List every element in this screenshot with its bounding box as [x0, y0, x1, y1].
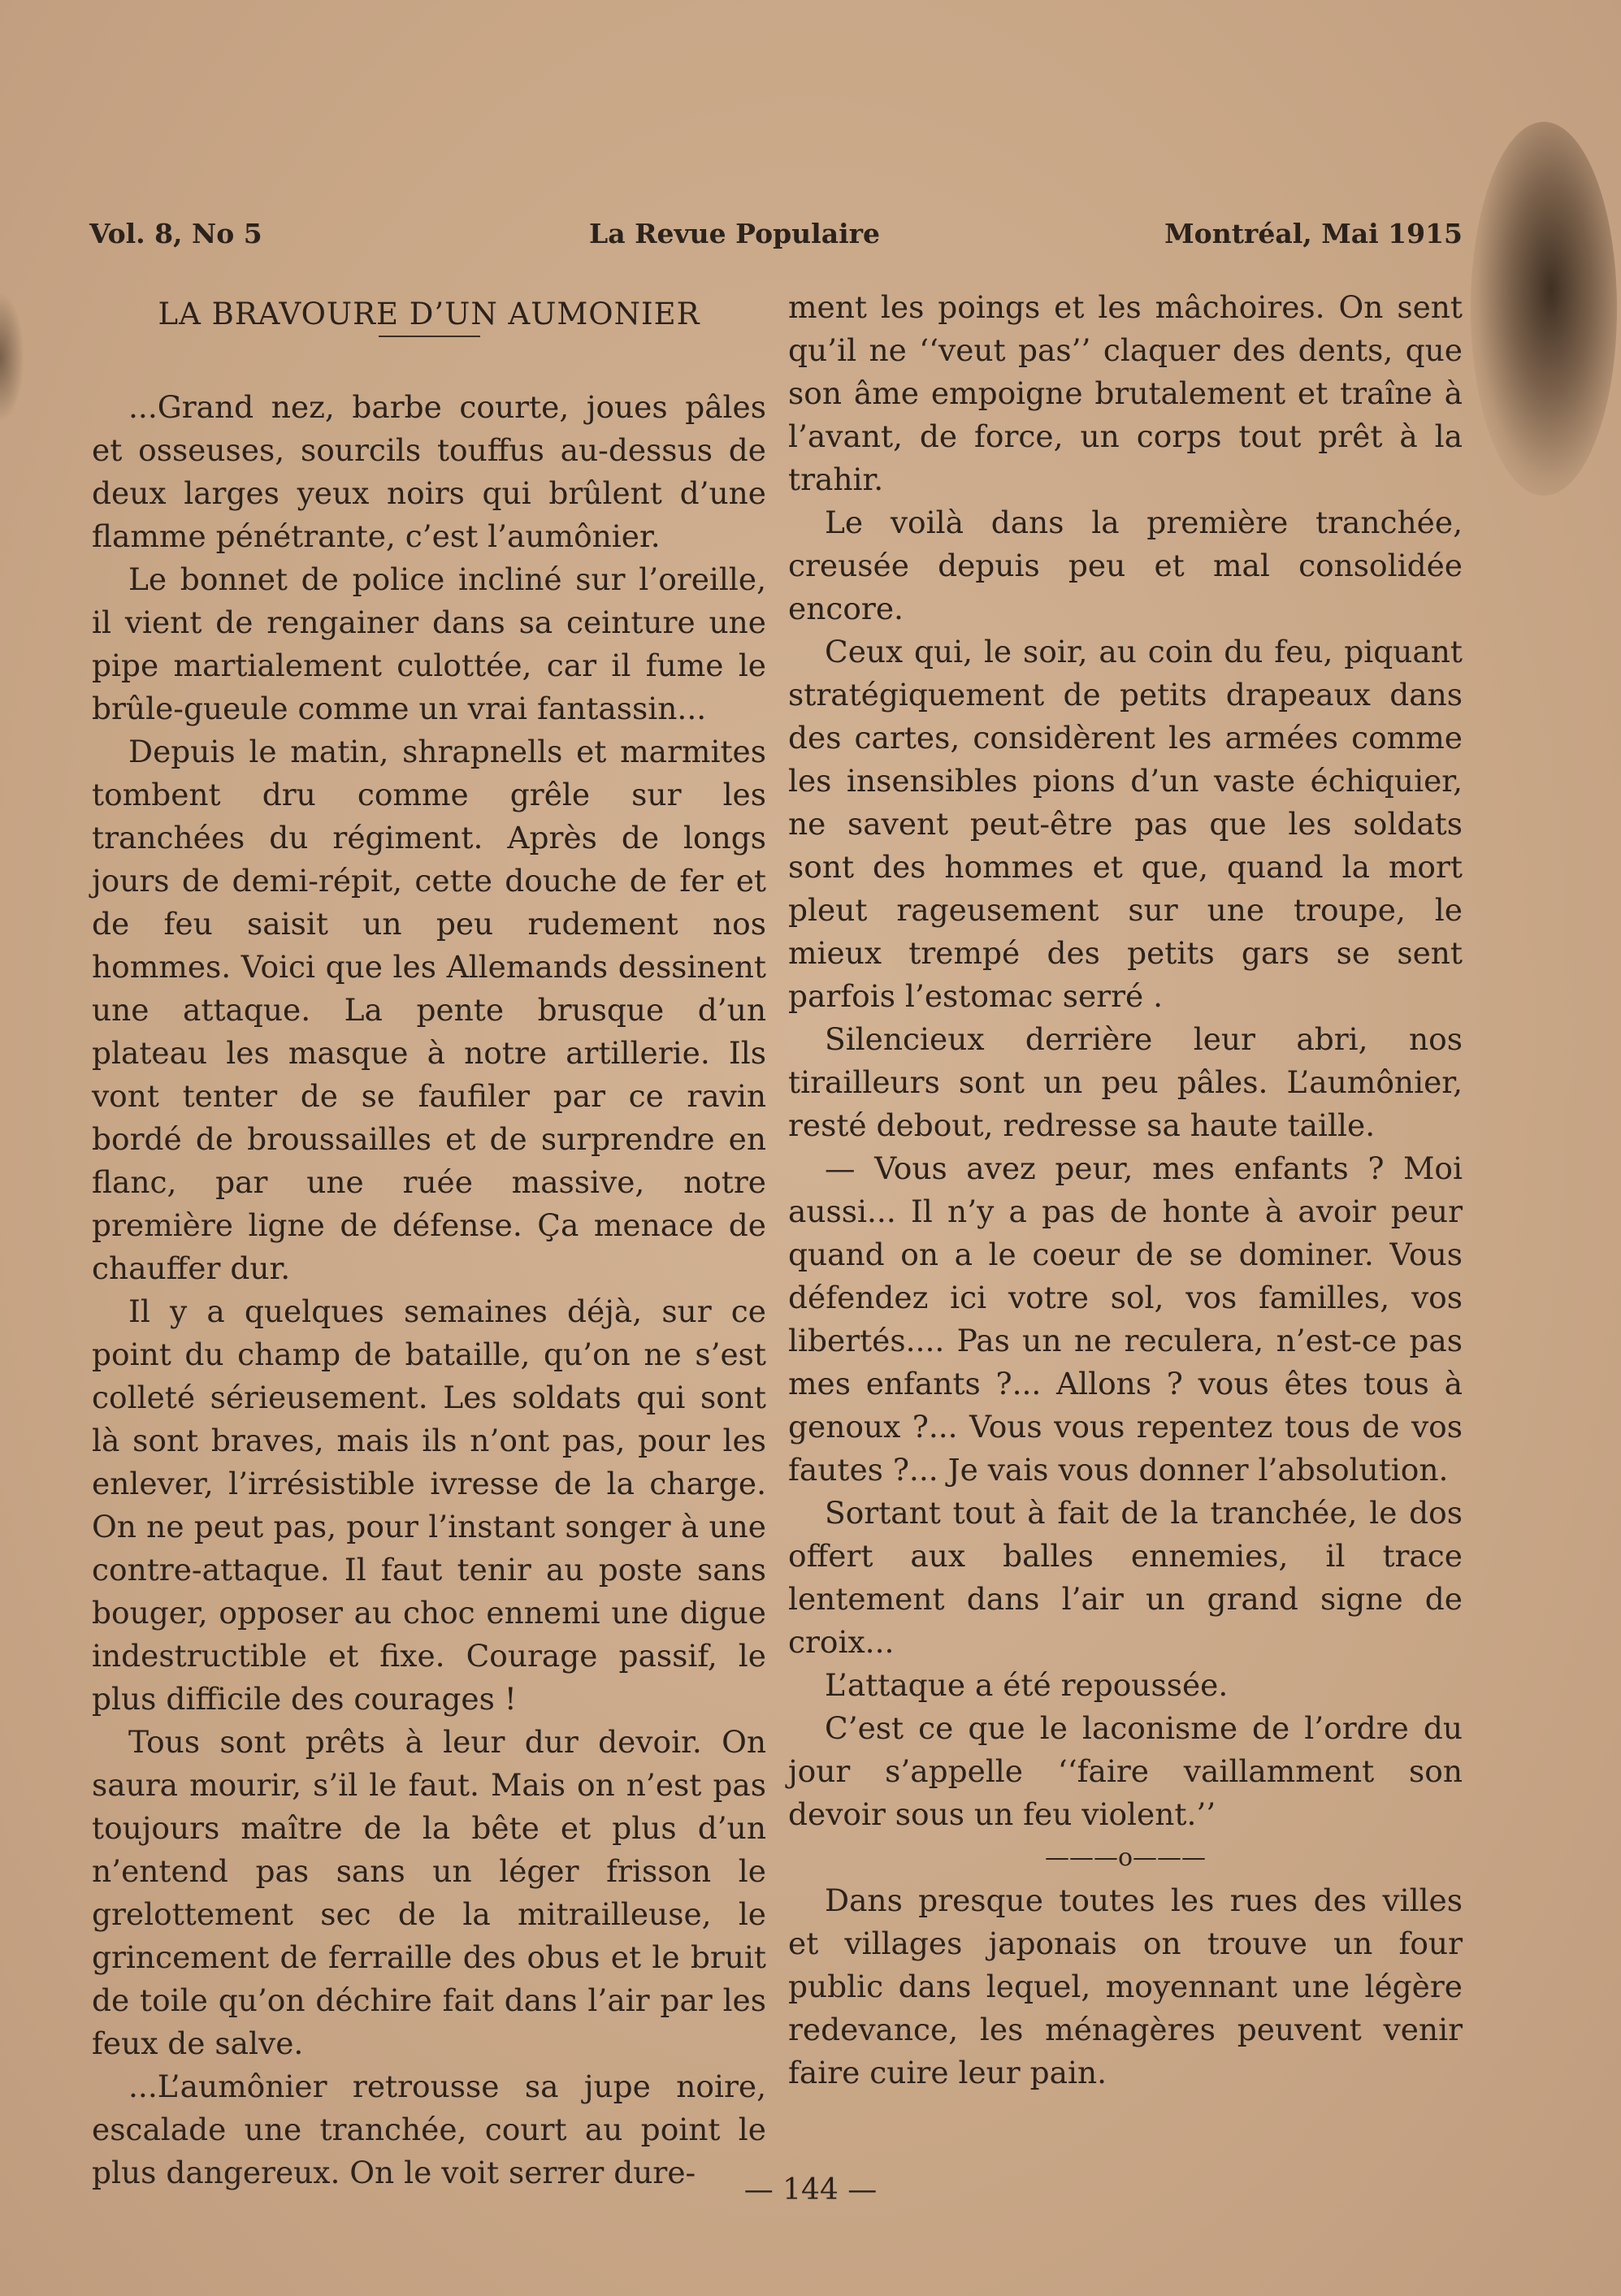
paragraph: Sortant tout à fait de la tranchée, le dos offert aux balles ennemies, il trace lentement dans l’air un grand signe de croix... [788, 1495, 1463, 1660]
paragraph: Ceux qui, le soir, au coin du feu, piquant stratégiquement de petits drapeaux dans des cartes, considèrent les armées comme les insensibles pions d’un vaste échiquier, ne savent peut-être pas que les soldats sont des hommes et que, quand la mort pleut rageusement sur une troupe, le mieux trempé des petits gars se sent parfois l’estomac serré . [788, 634, 1463, 1014]
edge-stain [0, 292, 24, 422]
right-column [788, 286, 1463, 2095]
volume-number: Vol. 8, No 5 [89, 218, 262, 249]
article-title: LA BRAVOURE D’UN AUMONIER [158, 297, 700, 331]
paragraph: C’est ce que le laconisme de l’ordre du jour s’appelle ‘‘faire vaillamment son devoir sous un feu violent.’’ [788, 1710, 1463, 1832]
running-header [89, 218, 1463, 258]
issue-date: Montréal, Mai 1915 [1164, 218, 1463, 249]
paragraph: Silencieux derrière leur abri, nos tirailleurs sont un peu pâles. L’aumônier, resté debout, redresse sa haute taille. [788, 1021, 1463, 1143]
title-rule [379, 336, 480, 337]
paragraph: L’attaque a été repoussée. [825, 1667, 1229, 1703]
paragraph: Le bonnet de police incliné sur l’oreille, il vient de rengainer dans sa ceinture une pipe martialement culottée, car il fume le brûle-gueule comme un vrai fantassin... [92, 561, 766, 726]
page-number: — 144 — [743, 2173, 878, 2207]
paragraph: Depuis le matin, shrapnells et marmites tombent dru comme grêle sur les tranchées du régiment. Après de longs jours de demi-répit, cette douche de fer et de feu saisit un peu rudement nos hommes. Voici que les Allemands dessinent une attaque. La pente brusque d’un plateau les masque à notre artillerie. Ils vont tenter de se faufiler par ce ravin bordé de broussailles et de surprendre en flanc, par une ruée massive, notre première ligne de défense. Ça menace de chauffer dur. [92, 734, 766, 1286]
paragraph: Tous sont prêts à leur dur devoir. On saura mourir, s’il le faut. Mais on n’est pas toujours maître de la bête et plus d’un n’entend pas sans un léger frisson le grelottement sec de la mitrailleuse, le grincement de ferraille des obus et le bruit de toile qu’on déchire fait dans l’air par les feux de salve. [92, 1724, 766, 2061]
magazine-title: La Revue Populaire [589, 218, 880, 249]
paragraph: ...L’aumônier retrousse sa jupe noire, escalade une tranchée, court au point le plus dangereux. On le voit serrer dure- [92, 2069, 766, 2190]
water-stain [1471, 122, 1617, 496]
paragraph-continuation: ment les poings et les mâchoires. On sent qu’il ne ‘‘veut pas’’ claquer des dents, que son âme empoigne brutalement et traîne à l’avant, de force, un corps tout prêt à la trahir. [788, 289, 1463, 497]
filler-paragraph: Dans presque toutes les rues des villes et villages japonais on trouve un four public dans lequel, moyennant une légère redevance, les ménagères peuvent venir faire cuire leur pain. [788, 1882, 1463, 2090]
paragraph: ...Grand nez, barbe courte, joues pâles et osseuses, sourcils touffus au-dessus de deux larges yeux noirs qui brûlent d’une flamme pénétrante, c’est l’aumônier. [92, 389, 766, 554]
paragraph: Il y a quelques semaines déjà, sur ce point du champ de bataille, qu’on ne s’est colleté sérieusement. Les soldats qui sont là sont braves, mais ils n’ont pas, pour les enlever, l’irrésistible ivresse de la charge. On ne peut pas, pour l’instant songer à une contre-attaque. Il faut tenir au poste sans bouger, opposer au choc ennemi une digue indestructible et fixe. Courage passif, le plus difficile des courages ! [92, 1293, 766, 1717]
paragraph: — Vous avez peur, mes enfants ? Moi aussi... Il n’y a pas de honte à avoir peur quand on a le coeur de se dominer. Vous défendez ici votre sol, vos familles, vos libertés.... Pas un ne reculera, n’est-ce pas mes enfants ?... Allons ? vous êtes tous à genoux ?... Vous vous repentez tous de vos fautes ?... Je vais vous donner l’absolution. [788, 1150, 1463, 1488]
paragraph: Le voilà dans la première tranchée, creusée depuis peu et mal consolidée encore. [788, 505, 1463, 626]
section-ornament: ———o——— [1044, 1843, 1207, 1872]
left-column [92, 292, 766, 2194]
